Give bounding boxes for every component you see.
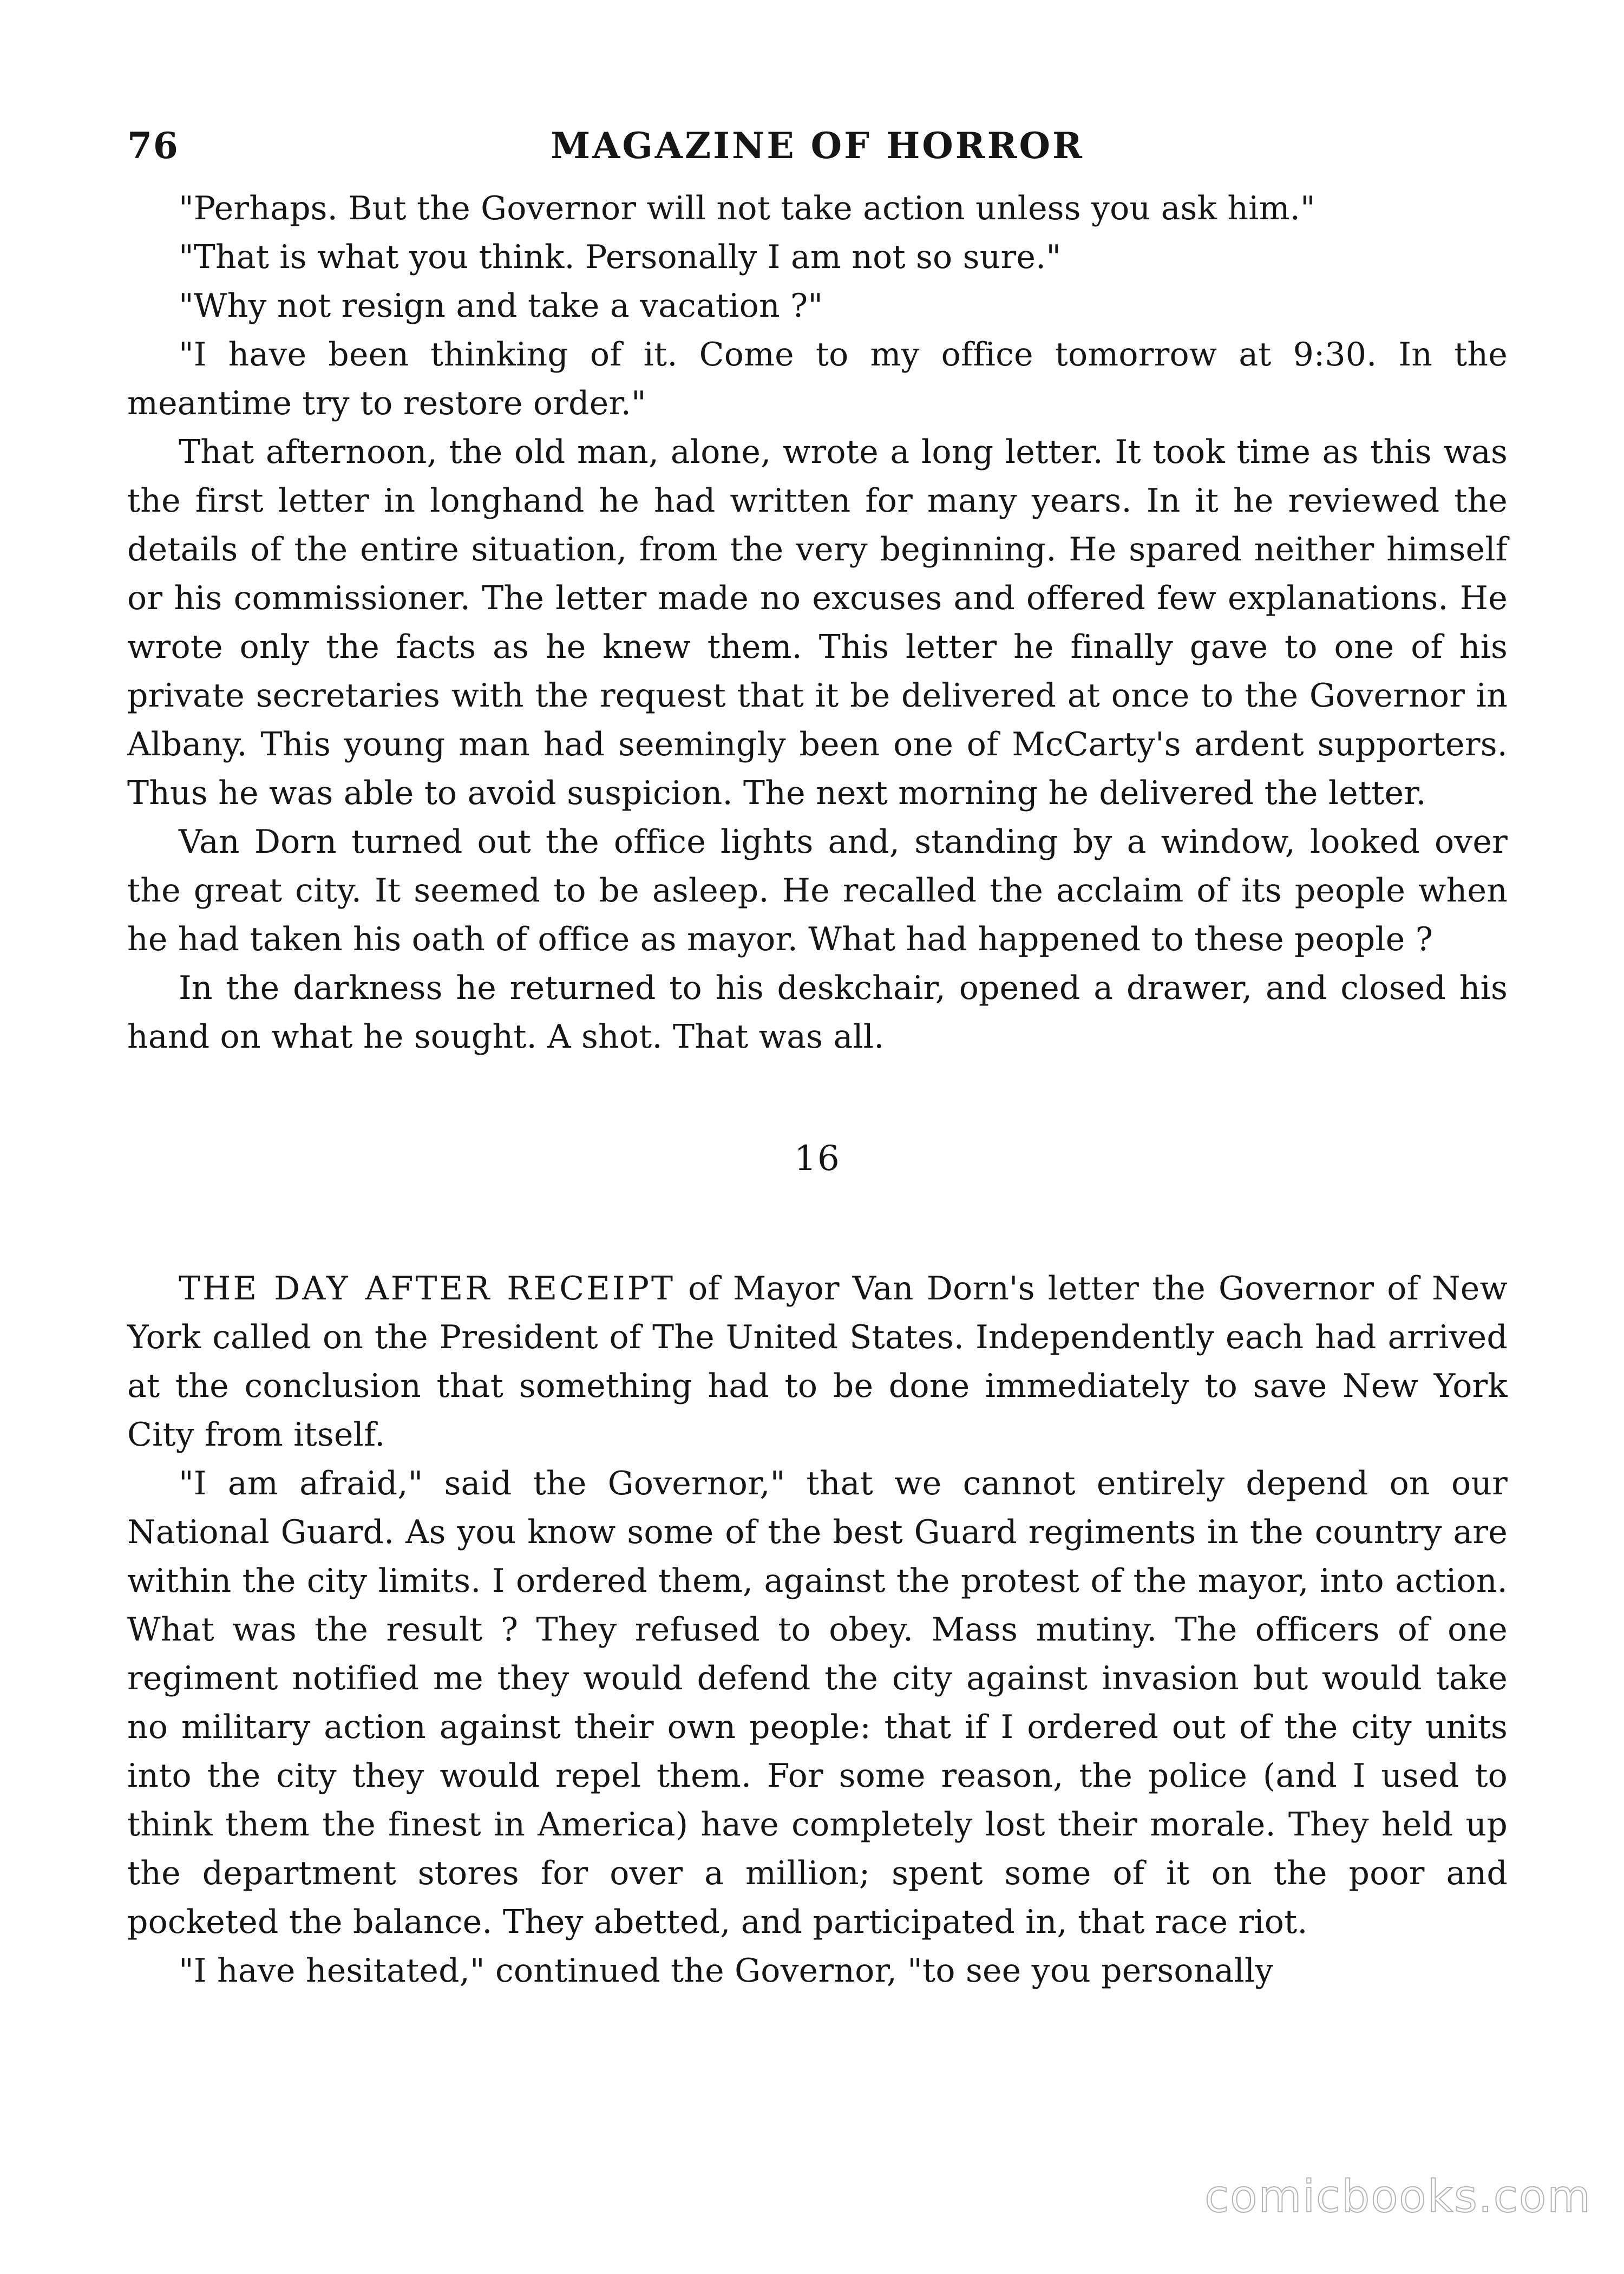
paragraph: "I have been thinking of it. Come to my office tomorrow at 9:30. In the meantime try to restore order." — [127, 336, 1508, 422]
paragraph: Van Dorn turned out the office lights and, standing by a window, looked over the great city. It seemed to be asleep. He recalled the acclaim of its people when he had taken his oath of office as mayor. What had happened to these people ? — [127, 823, 1508, 958]
running-head — [127, 125, 1508, 184]
paragraph: In the darkness he returned to his deskchair, opened a drawer, and closed his hand on what he sought. A shot. That was all. — [127, 969, 1508, 1056]
chapter-number: 16 — [794, 1139, 841, 1179]
page-number: 76 — [127, 125, 179, 167]
section-one — [127, 184, 1508, 1061]
section-two — [127, 1264, 1508, 1995]
lead-words: THE DAY AFTER RECEIPT — [179, 1270, 676, 1308]
paragraph: "Perhaps. But the Governor will not take action unless you ask him." — [179, 190, 1315, 227]
watermark: comicbooks.com — [1204, 2171, 1592, 2223]
opening-paragraph — [127, 1264, 1508, 1459]
magazine-title: MAGAZINE OF HORROR — [551, 125, 1084, 167]
paragraph: "I am afraid," said the Governor," that we cannot entirely depend on our National Guard. As you know some of the best Guard regiments in the country are within the city limits. I ordered them, against the protest of the mayor, into action. What was the result ? They refused to obey. Mass mutiny. The officers of one regiment notified me they would defend the city against invasion but would take no military action against their own people: that if I ordered out of the city units into the city they would repel them. For some reason, the police (and I used to think them the finest in America) have completely lost their morale. They held up the department stores for over a million; spent some of it on the poor and pocketed the balance. They abetted, and participated in, that race riot. — [127, 1465, 1508, 1941]
opening-text: of Mayor Van Dorn's letter the Governor of New York called on the President of The United States. Independently each had arrived at the conclusion that something had to be done immediately to save New York City from itself. — [127, 1270, 1508, 1454]
book-page — [127, 125, 1508, 1995]
paragraph: "Why not resign and take a vacation ?" — [179, 287, 823, 325]
paragraph: That afternoon, the old man, alone, wrote a long letter. It took time as this was the first letter in longhand he had written for many years. In it he reviewed the details of the entire situation, from the very beginning. He spared neither himself or his commissioner. The letter made no excuses and offered few explanations. He wrote only the facts as he knew them. This letter he finally gave to one of his private secretaries with the request that it be delivered at once to the Governor in Albany. This young man had seemingly been one of McCarty's ardent supporters. Thus he was able to avoid suspicion. The next morning he delivered the letter. — [127, 433, 1508, 812]
paragraph: "That is what you think. Personally I am not so sure." — [179, 238, 1062, 276]
paragraph: "I have hesitated," continued the Governor, "to see you personally — [179, 1952, 1274, 1990]
